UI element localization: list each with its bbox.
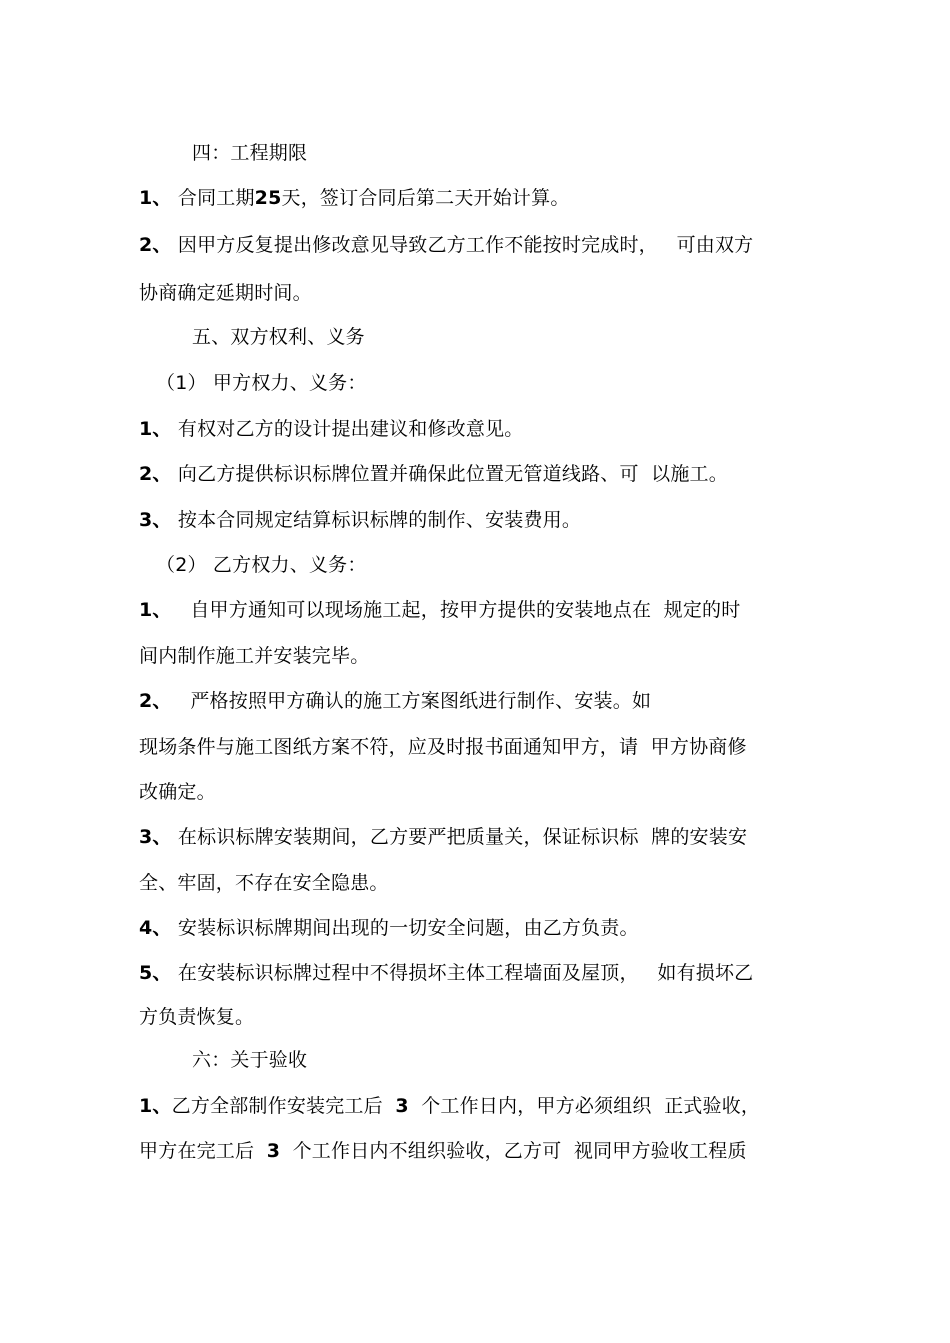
item-text: 天，签订合同后第二天开始计算。: [281, 187, 570, 209]
item-number: 5、: [139, 962, 172, 984]
party-a-item-2: [139, 462, 728, 486]
party-b-item-2: [139, 689, 651, 713]
section-6-heading: 六：关于验收: [192, 1049, 308, 1071]
item-number: 1、: [139, 187, 172, 209]
item-number: 2、: [139, 690, 172, 712]
party-b-item-1: [139, 598, 740, 622]
item-text: 乙方全部制作安装完工后: [171, 1095, 396, 1117]
item-text: 按本合同规定结算标识标牌的制作、安装费用。: [171, 509, 582, 531]
party-b-item-4: [139, 916, 639, 940]
item-text: 严格按照甲方确认的施工方案图纸进行制作、安装。如: [171, 690, 652, 712]
section-6-item-1-continued: [139, 1139, 747, 1163]
section-4-heading: 四：工程期限: [192, 142, 308, 164]
item-text: 向乙方提供标识标牌位置并确保此位置无管道线路、可 以施工。: [171, 463, 728, 485]
item-text: 甲方在完工后: [139, 1140, 267, 1162]
section-4-item-2-continued: 协商确定延期时间。: [139, 282, 312, 304]
item-text: 有权对乙方的设计提出建议和修改意见。: [171, 418, 524, 440]
party-b-label: （2） 乙方权力、义务：: [156, 554, 367, 576]
party-b-item-3-continued: 全、牢固，不存在安全隐患。: [139, 872, 389, 894]
item-text: 在标识标牌安装期间，乙方要严把质量关，保证标识标 牌的安装安: [171, 826, 748, 848]
duration-days: 25: [254, 187, 282, 209]
workdays-count: 3: [266, 1140, 281, 1162]
item-text: 自甲方通知可以现场施工起，按甲方提供的安装地点在 规定的时: [171, 599, 741, 621]
party-a-item-3: [139, 508, 581, 532]
section-5-heading: 五、双方权利、义务: [192, 326, 365, 348]
item-text: 合同工期: [171, 187, 255, 209]
item-number: 3、: [139, 826, 172, 848]
party-b-item-2-continued: 现场条件与施工图纸方案不符，应及时报书面通知甲方，请 甲方协商修: [139, 736, 747, 758]
item-number: 1、: [139, 599, 172, 621]
section-4-item-2: [139, 233, 753, 257]
item-number: 2、: [139, 234, 172, 256]
item-number: 3、: [139, 509, 172, 531]
section-6-item-1: [139, 1094, 760, 1118]
item-text: 在安装标识标牌过程中不得损坏主体工程墙面及屋顶， 如有损坏乙: [171, 962, 754, 984]
item-text: 个工作日内，甲方必须组织 正式验收，: [408, 1095, 761, 1117]
party-b-item-2-continued-2: 改确定。: [139, 781, 216, 803]
item-number: 1、: [139, 1095, 172, 1117]
item-text: 因甲方反复提出修改意见导致乙方工作不能按时完成时， 可由双方: [171, 234, 754, 256]
party-a-label: （1） 甲方权力、义务：: [156, 372, 367, 394]
section-4-item-1: [139, 186, 570, 210]
party-b-item-5-continued: 方负责恢复。: [139, 1006, 255, 1028]
party-b-item-1-continued: 间内制作施工并安装完毕。: [139, 645, 370, 667]
item-text: 安装标识标牌期间出现的一切安全问题，由乙方负责。: [171, 917, 639, 939]
item-text: 个工作日内不组织验收，乙方可 视同甲方验收工程质: [280, 1140, 747, 1162]
party-b-item-3: [139, 825, 747, 849]
item-number: 4、: [139, 917, 172, 939]
workdays-count: 3: [395, 1095, 409, 1117]
item-number: 1、: [139, 418, 172, 440]
party-a-item-1: [139, 417, 523, 441]
party-b-item-5: [139, 961, 753, 985]
item-number: 2、: [139, 463, 172, 485]
